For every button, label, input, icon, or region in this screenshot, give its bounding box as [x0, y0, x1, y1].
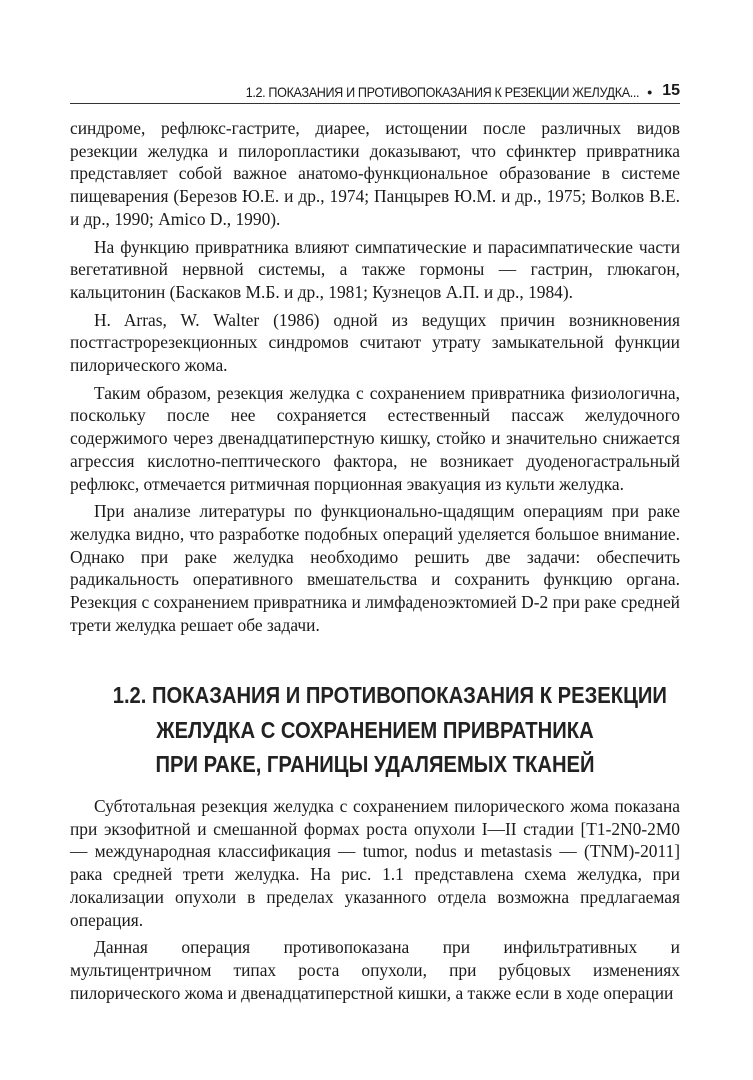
paragraph: При анализе литературы по функционально-щадящим операциям при раке желудка видно, что разработке подобных операций уделяется большое внимание. Однако при раке желудка необходимо решить две задачи: обеспечить радикальность оперативного вмешательства и сохранить функцию органа. Резекция с сохранением привратника и лимфаденоэктомией D-2 при раке средней трети желудка решает обе задачи.	[70, 501, 680, 635]
paragraph: H. Arras, W. Walter (1986) одной из ведущих причин возникновения постгастрорезекционных синдромов считают утрату замыкательной функции пилорического жома.	[70, 309, 680, 376]
section-heading-line: 1.2. ПОКАЗАНИЯ И ПРОТИВОПОКАЗАНИЯ К РЕЗЕКЦИИ	[112, 682, 667, 708]
bullet-separator-icon: •	[647, 84, 653, 100]
paragraph: Субтотальная резекция желудка с сохранением пилорического жома показана при экзофитной и смешанной формах роста опухоли I—II стадии [T1-2N0-2M0 — международная классификация — tumor, nodus и metastasis — (TNM)-2011] рака средней трети желудка. На рис. 1.1 представлена схема желудка, при локализации опухоли в пределах указанного отдела возможна предлагаемая операция.	[70, 796, 680, 930]
body-text-top	[70, 117, 680, 636]
section-heading-line: ПРИ РАКЕ, ГРАНИЦЫ УДАЛЯЕМЫХ ТКАНЕЙ	[155, 751, 595, 777]
paragraph: Данная операция противопоказана при инфильтративных и мультицентричном типах роста опухоли, при рубцовых изменениях пилорического жома и двенадцатиперстной кишки, а также если в ходе операции	[70, 937, 680, 1003]
running-header	[70, 70, 680, 100]
body-text-bottom	[70, 795, 680, 1004]
paragraph: синдроме, рефлюкс-гастрите, диарее, истощении после различных видов резекции желудка и пилоропластики доказывают, что сфинктер привратника представляет собой важное анатомо-функциональное образование в системе пищеварения (Березов Ю.Е. и др., 1974; Панцырев Ю.М. и др., 1975; Волков В.Е. и др., 1990; Amico D., 1990).	[70, 118, 680, 229]
header-rule	[70, 103, 680, 104]
page-number: 15	[662, 82, 680, 99]
running-header-title: 1.2. ПОКАЗАНИЯ И ПРОТИВОПОКАЗАНИЯ К РЕЗЕКЦИИ ЖЕЛУДКА...	[245, 84, 640, 100]
paragraph: На функцию привратника влияют симпатические и парасимпатические части вегетативной нервной системы, а также гормоны — гастрин, глюкагон, кальцитонин (Баскаков М.Б. и др., 1981; Кузнецов А.П. и др., 1984).	[70, 236, 680, 302]
section-heading-line: ЖЕЛУДКА С СОХРАНЕНИЕМ ПРИВРАТНИКА	[156, 716, 594, 743]
section-heading	[70, 678, 680, 782]
paragraph: Таким образом, резекция желудка с сохранением привратника физиологична, поскольку после нее сохраняется естественный пассаж желудочного содержимого через двенадцатиперстную кишку, стойко и значительно снижается агрессия кислотно-пептического фактора, не возникает дуоденогастральный рефлюкс, отмечается ритмичная порционная эвакуация из культи желудка.	[70, 382, 680, 494]
